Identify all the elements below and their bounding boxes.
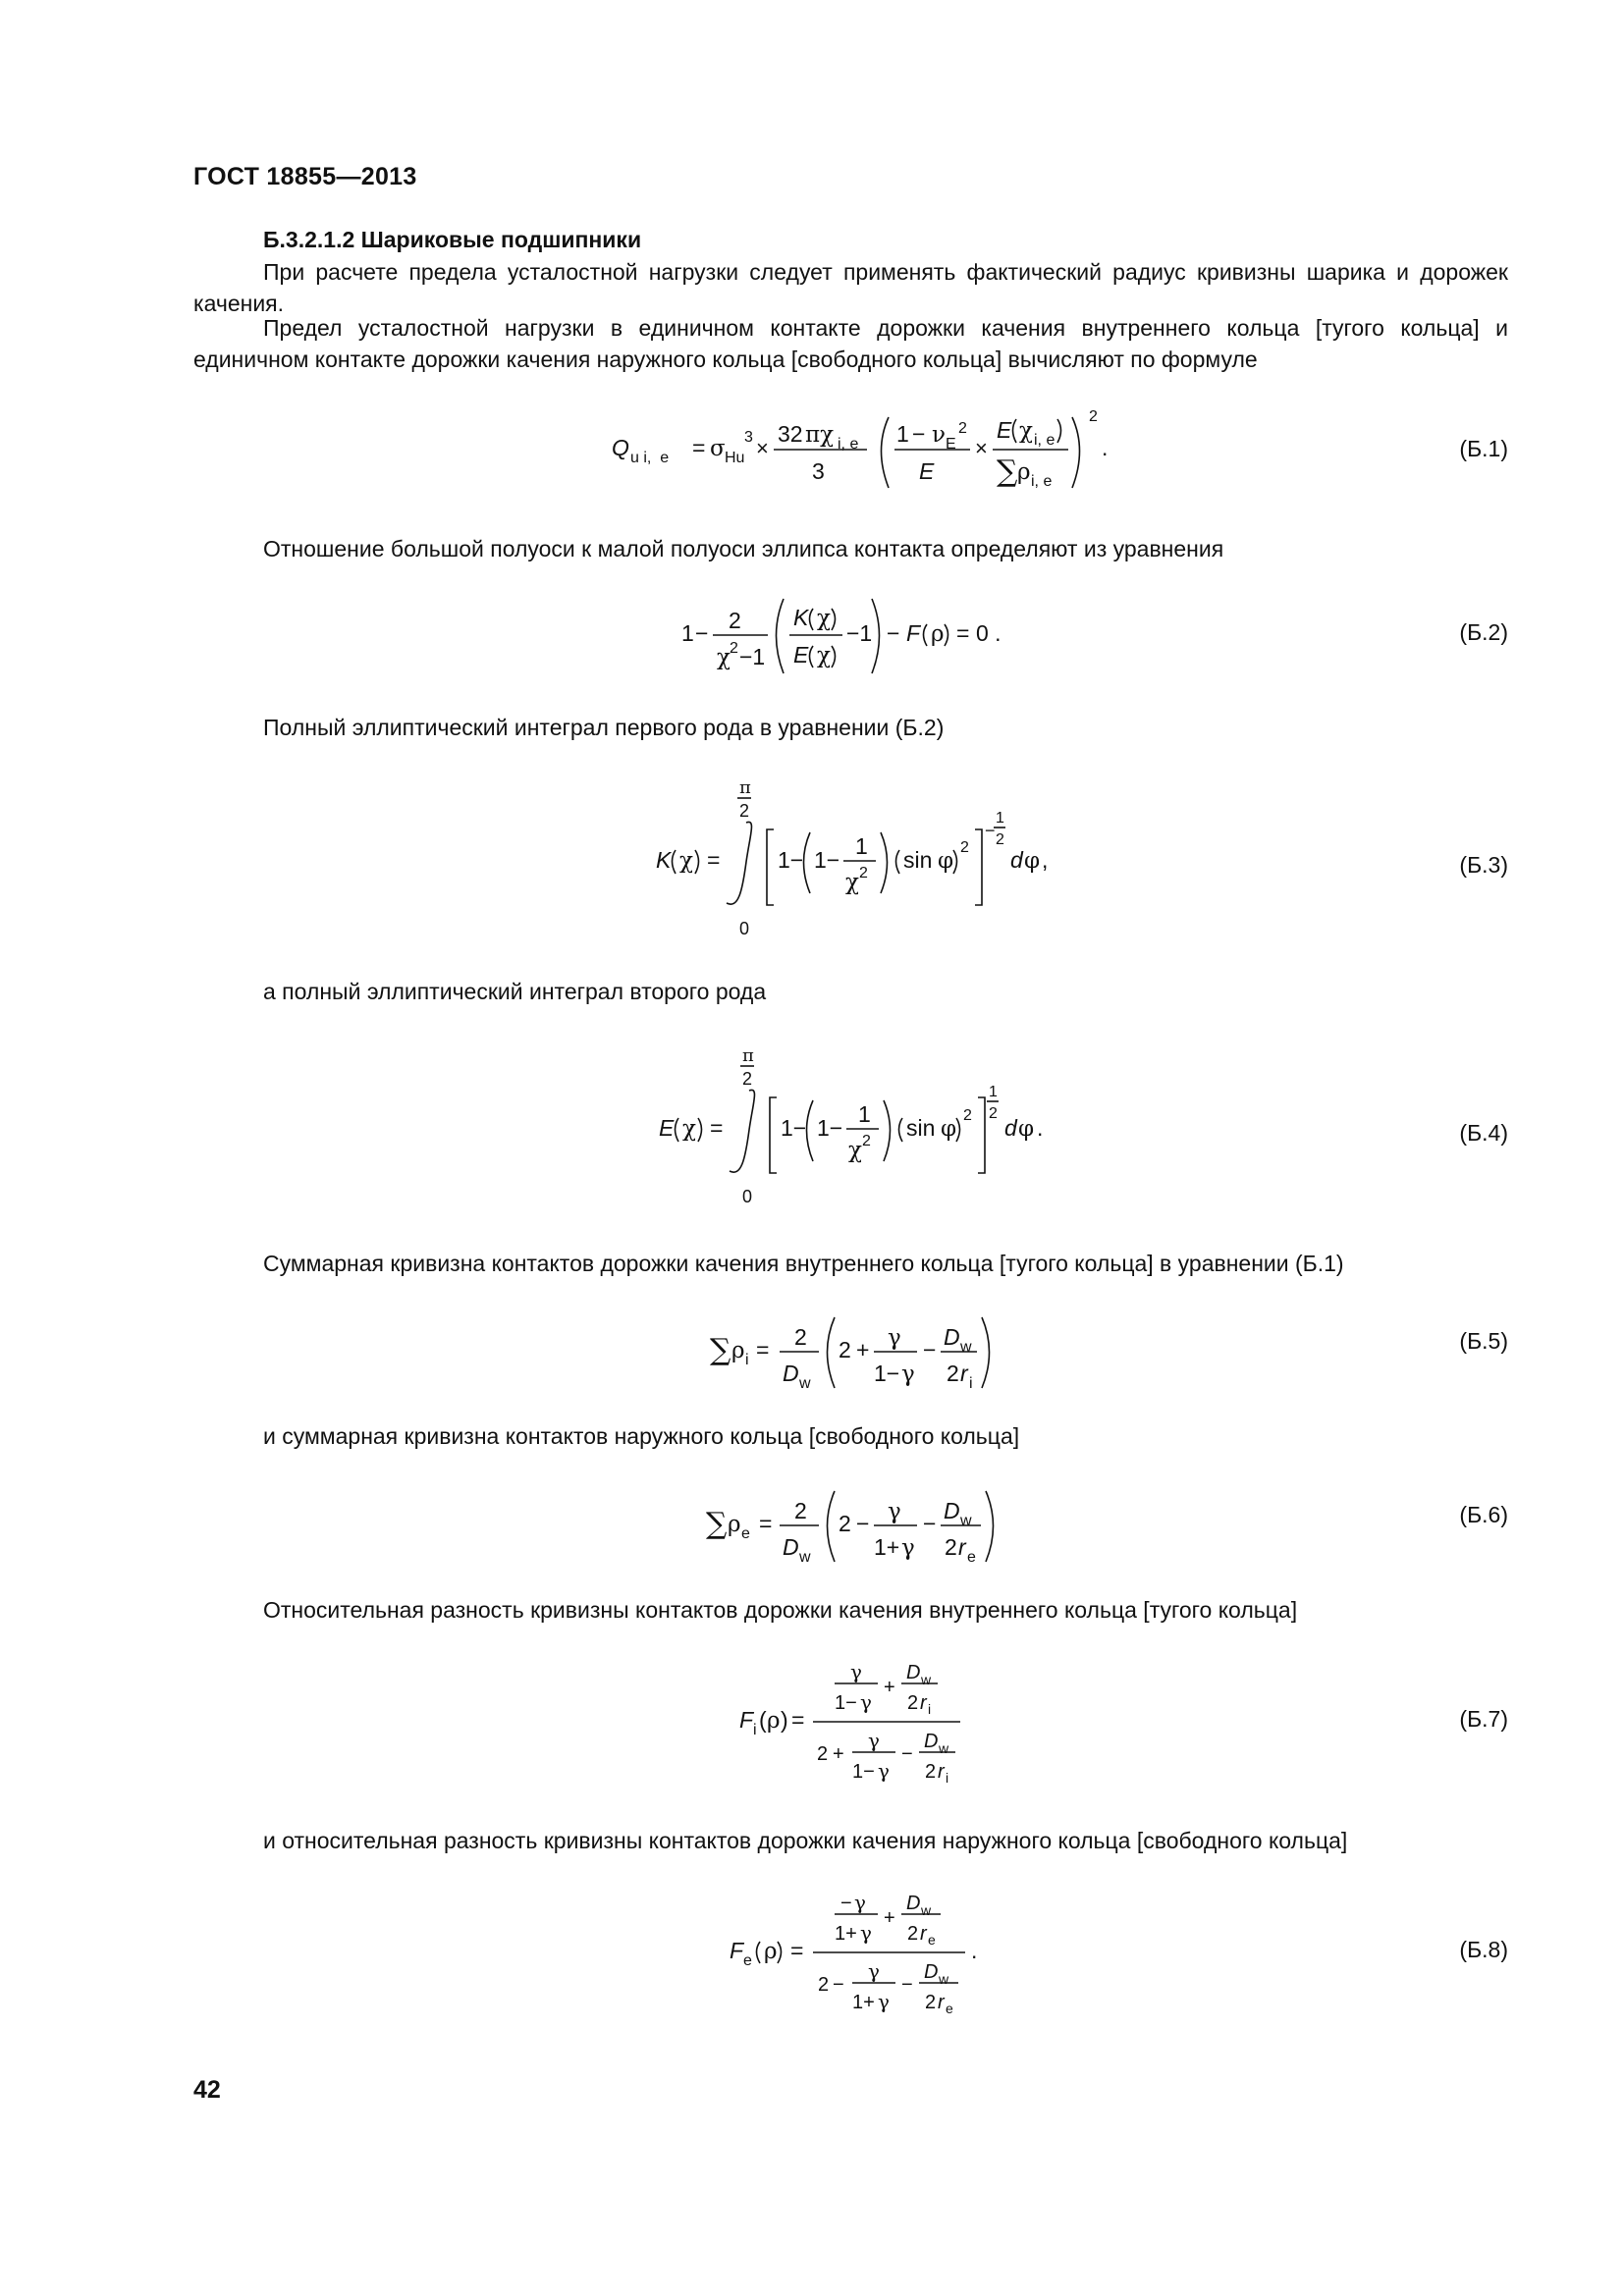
- svg-text:D: D: [783, 1534, 799, 1560]
- paragraph-1: При расчете предела усталостной нагрузки следует применять фактический радиус кривизны шарика и дорожек качения.: [193, 259, 1508, 316]
- svg-text:r: r: [920, 1923, 927, 1945]
- svg-text:1+: 1+: [852, 1992, 875, 2013]
- text-line-1: Отношение большой полуоси к малой полуоси эллипса контакта определяют из уравнения: [263, 536, 1224, 561]
- svg-text:−: −: [856, 1511, 870, 1536]
- svg-text:χ: χ: [817, 606, 831, 631]
- svg-text:r: r: [920, 1692, 927, 1714]
- svg-text:γ: γ: [888, 1325, 901, 1351]
- svg-text:γ: γ: [868, 1729, 880, 1752]
- svg-text:D: D: [783, 1361, 799, 1386]
- svg-text:=: =: [707, 847, 721, 873]
- svg-text:2: 2: [739, 801, 750, 821]
- svg-text:γ: γ: [868, 1959, 880, 1983]
- svg-text:πχ: πχ: [805, 422, 835, 448]
- svg-text:D: D: [906, 1893, 921, 1914]
- svg-text:+: +: [884, 1677, 895, 1698]
- svg-text:×: ×: [756, 436, 769, 460]
- svg-text:γ: γ: [878, 1990, 890, 2013]
- svg-text:−: −: [901, 1974, 913, 1996]
- svg-text:γ: γ: [850, 1660, 862, 1683]
- svg-text:2: 2: [945, 1534, 957, 1560]
- svg-text:+: +: [884, 1907, 895, 1929]
- equation-number-b4: (Б.4): [1459, 1120, 1508, 1146]
- svg-text:i: i: [745, 1352, 749, 1368]
- svg-text:i: i: [946, 1770, 949, 1786]
- svg-text:φ: φ: [938, 848, 954, 874]
- svg-text:×: ×: [975, 436, 988, 460]
- svg-text:1−: 1−: [852, 1761, 875, 1783]
- svg-text:ρ: ρ: [1017, 459, 1031, 485]
- svg-text:π: π: [742, 1045, 754, 1066]
- svg-text:φ: φ: [1018, 1116, 1035, 1142]
- formula-b6: [703, 1479, 1007, 1568]
- equation-number-b1: (Б.1): [1459, 436, 1508, 461]
- text-line-7: и относительная разность кривизны контактов дорожки качения наружного кольца [свободного кольца]: [263, 1828, 1348, 1853]
- svg-text:−: −: [833, 1974, 844, 1996]
- svg-text:2: 2: [794, 1498, 807, 1523]
- svg-text:π: π: [739, 777, 751, 798]
- text-line-5: и суммарная кривизна контактов наружного кольца [свободного кольца]: [263, 1423, 1020, 1449]
- text-line-6: Относительная разность кривизны контактов дорожки качения внутреннего кольца [тугого кольца]: [263, 1597, 1298, 1623]
- svg-text:w: w: [799, 1375, 811, 1392]
- svg-text:γ: γ: [901, 1535, 915, 1561]
- svg-text:i, e: i, e: [1034, 432, 1056, 449]
- svg-text:1: 1: [896, 421, 909, 447]
- svg-text:1: 1: [681, 620, 694, 646]
- svg-text:∑: ∑: [706, 1507, 728, 1541]
- svg-text:w: w: [921, 1902, 932, 1918]
- svg-text:w: w: [921, 1672, 932, 1687]
- svg-text:−: −: [923, 1337, 937, 1362]
- svg-text:ν: ν: [932, 422, 946, 448]
- svg-text:r: r: [958, 1534, 966, 1560]
- svg-text:ρ: ρ: [767, 1708, 781, 1734]
- svg-text:=: =: [692, 435, 706, 460]
- svg-text:γ: γ: [878, 1759, 890, 1783]
- svg-text:w: w: [799, 1549, 811, 1566]
- formula-b7: [734, 1654, 970, 1796]
- svg-text:γ: γ: [860, 1690, 872, 1714]
- svg-text:=: =: [791, 1707, 805, 1733]
- svg-text:=: =: [790, 1938, 804, 1963]
- svg-text:E: E: [919, 458, 935, 484]
- equation-number-b8: (Б.8): [1459, 1937, 1508, 1962]
- svg-text:K: K: [793, 605, 809, 630]
- formula-b5: [707, 1306, 1011, 1394]
- svg-text:χ: χ: [717, 645, 731, 670]
- svg-text:2: 2: [907, 1923, 919, 1945]
- svg-text:−: −: [912, 421, 926, 447]
- svg-text:r: r: [938, 1761, 945, 1783]
- svg-text:2: 2: [862, 1133, 871, 1149]
- section-title: Б.3.2.1.2 Шариковые подшипники: [263, 227, 642, 252]
- equation-number-b2: (Б.2): [1459, 619, 1508, 645]
- svg-text:1: 1: [996, 810, 1004, 827]
- svg-text:(: (: [759, 1707, 767, 1733]
- svg-text:∑: ∑: [997, 454, 1018, 489]
- svg-text:1−: 1−: [817, 1115, 843, 1141]
- svg-text:Hu: Hu: [725, 450, 745, 466]
- svg-text:F: F: [739, 1707, 754, 1733]
- svg-text:r: r: [938, 1992, 945, 2013]
- svg-text:−: −: [840, 1893, 852, 1914]
- svg-text:1: 1: [858, 1101, 871, 1127]
- svg-text:3: 3: [812, 458, 825, 484]
- svg-text:d: d: [1004, 1115, 1017, 1141]
- svg-text:D: D: [924, 1731, 939, 1752]
- svg-text:E: E: [659, 1115, 675, 1141]
- svg-text:w: w: [960, 1339, 972, 1356]
- svg-text:K: K: [656, 847, 672, 873]
- svg-text:1−: 1−: [835, 1692, 857, 1714]
- svg-text:d: d: [1010, 847, 1023, 873]
- svg-text:−: −: [985, 821, 996, 840]
- svg-text:φ: φ: [941, 1116, 957, 1142]
- svg-text:e: e: [967, 1549, 976, 1566]
- svg-text:γ: γ: [888, 1499, 901, 1524]
- svg-text:0: 0: [742, 1187, 753, 1206]
- svg-text:2: 2: [742, 1069, 753, 1089]
- svg-text:i: i: [969, 1375, 973, 1392]
- svg-text:−: −: [923, 1511, 937, 1536]
- svg-text:,: ,: [1042, 847, 1049, 873]
- page-number: 42: [193, 2076, 221, 2104]
- svg-text:D: D: [906, 1662, 921, 1683]
- svg-text:2: 2: [925, 1761, 937, 1783]
- svg-text:i, e: i, e: [1031, 473, 1053, 490]
- svg-text:2: 2: [925, 1992, 937, 2013]
- svg-text:1−: 1−: [814, 847, 840, 873]
- svg-text:ρ: ρ: [764, 1939, 778, 1964]
- svg-text:1−: 1−: [781, 1115, 807, 1141]
- svg-text:χ: χ: [682, 1116, 696, 1142]
- svg-text:E: E: [946, 436, 956, 453]
- svg-text:χ: χ: [679, 848, 693, 874]
- svg-text:i: i: [928, 1701, 932, 1717]
- svg-text:E: E: [997, 417, 1012, 443]
- equation-number-b3: (Б.3): [1459, 852, 1508, 878]
- svg-text:σ: σ: [710, 436, 726, 461]
- svg-text:E: E: [793, 642, 809, 667]
- svg-text:χ: χ: [845, 870, 859, 895]
- formula-b1: [604, 398, 1114, 506]
- svg-text:0: 0: [739, 919, 750, 938]
- svg-text:.: .: [1037, 1115, 1044, 1141]
- svg-text:2: 2: [963, 1107, 972, 1124]
- formula-b8: [725, 1885, 990, 2027]
- equation-number-b6: (Б.6): [1459, 1502, 1508, 1527]
- svg-text:F: F: [906, 620, 921, 646]
- svg-text:2: 2: [1089, 408, 1098, 425]
- svg-text:ρ: ρ: [728, 1512, 741, 1537]
- paragraph-2: Предел усталостной нагрузки в единичном контакте дорожки качения внутреннего кольца [тугого кольца] и единичном контакте дорожки качения наружного кольца [свободного кольца] вычисляют по формуле: [193, 315, 1508, 372]
- svg-text:.: .: [971, 1938, 978, 1963]
- svg-text:−1: −1: [846, 620, 873, 646]
- svg-text:2: 2: [958, 420, 967, 437]
- svg-text:γ: γ: [854, 1891, 866, 1914]
- svg-text:2: 2: [839, 1337, 851, 1362]
- svg-text:2: 2: [729, 608, 741, 633]
- svg-text:+: +: [833, 1743, 844, 1765]
- svg-text:−: −: [887, 620, 900, 646]
- equation-number-b5: (Б.5): [1459, 1328, 1508, 1354]
- equation-number-b7: (Б.7): [1459, 1706, 1508, 1732]
- svg-text:F: F: [730, 1938, 744, 1963]
- svg-text:ρ: ρ: [931, 621, 945, 647]
- svg-text:D: D: [924, 1961, 939, 1983]
- svg-text:2: 2: [996, 831, 1004, 848]
- svg-text:2: 2: [947, 1361, 959, 1386]
- formula-b4: [651, 1043, 1083, 1210]
- svg-text:χ: χ: [1019, 418, 1033, 444]
- svg-text:=: =: [710, 1115, 724, 1141]
- formula-b3: [648, 775, 1080, 942]
- svg-text:2: 2: [794, 1324, 807, 1350]
- svg-text:2: 2: [839, 1511, 851, 1536]
- svg-text:Q: Q: [612, 435, 629, 460]
- svg-text:γ: γ: [901, 1362, 915, 1387]
- svg-text:sin: sin: [906, 1115, 936, 1141]
- svg-text:2: 2: [818, 1974, 830, 1996]
- svg-text:3: 3: [744, 429, 753, 446]
- svg-text:e: e: [946, 2001, 953, 2016]
- svg-text:e: e: [743, 1952, 752, 1969]
- svg-text:∑: ∑: [710, 1333, 731, 1367]
- svg-text:D: D: [944, 1498, 960, 1523]
- svg-text:e: e: [741, 1525, 750, 1542]
- svg-text:2: 2: [730, 640, 738, 657]
- svg-text:1+: 1+: [835, 1923, 857, 1945]
- svg-text:1: 1: [989, 1084, 998, 1100]
- svg-text:+: +: [856, 1337, 870, 1362]
- svg-text:e: e: [928, 1932, 936, 1948]
- svg-text:2: 2: [817, 1743, 829, 1765]
- svg-text:χ: χ: [848, 1138, 862, 1163]
- svg-text:−: −: [901, 1743, 913, 1765]
- svg-text:sin: sin: [903, 847, 933, 873]
- svg-text:2: 2: [989, 1105, 998, 1122]
- text-line-2: Полный эллиптический интеграл первого рода в уравнении (Б.2): [263, 715, 945, 740]
- svg-text:r: r: [960, 1361, 968, 1386]
- svg-text:φ: φ: [1024, 848, 1041, 874]
- svg-text:w: w: [939, 1971, 949, 1987]
- document-header: ГОСТ 18855—2013: [193, 163, 417, 190]
- svg-text:ρ: ρ: [731, 1338, 745, 1363]
- svg-text:−1: −1: [739, 644, 766, 669]
- text-line-4: Суммарная кривизна контактов дорожки качения внутреннего кольца [тугого кольца] в уравнении (Б.1): [263, 1251, 1344, 1276]
- svg-text:0 .: 0 .: [976, 620, 1001, 646]
- svg-text:1: 1: [855, 833, 868, 859]
- formula-b2: [677, 589, 1031, 687]
- svg-text:2: 2: [960, 839, 969, 856]
- svg-text:=: =: [756, 1337, 770, 1362]
- svg-text:χ: χ: [817, 643, 831, 668]
- svg-text:i, e: i, e: [838, 436, 859, 453]
- svg-text:u i, e: u i, e: [630, 450, 670, 466]
- svg-text:D: D: [944, 1324, 960, 1350]
- svg-text:2: 2: [907, 1692, 919, 1714]
- svg-text:γ: γ: [860, 1921, 872, 1945]
- svg-text:−: −: [695, 620, 709, 646]
- svg-text:1−: 1−: [874, 1361, 900, 1386]
- svg-text:=: =: [759, 1511, 773, 1536]
- svg-text:1+: 1+: [874, 1534, 900, 1560]
- svg-text:=: =: [956, 620, 970, 646]
- svg-text:): ): [781, 1707, 788, 1733]
- svg-text:w: w: [939, 1740, 949, 1756]
- svg-text:1−: 1−: [778, 847, 804, 873]
- svg-text:.: .: [1102, 435, 1109, 460]
- svg-text:32: 32: [778, 421, 803, 447]
- svg-text:w: w: [960, 1513, 972, 1529]
- svg-text:2: 2: [859, 865, 868, 881]
- svg-text:i: i: [753, 1722, 757, 1738]
- text-line-3: а полный эллиптический интеграл второго рода: [263, 979, 767, 1004]
